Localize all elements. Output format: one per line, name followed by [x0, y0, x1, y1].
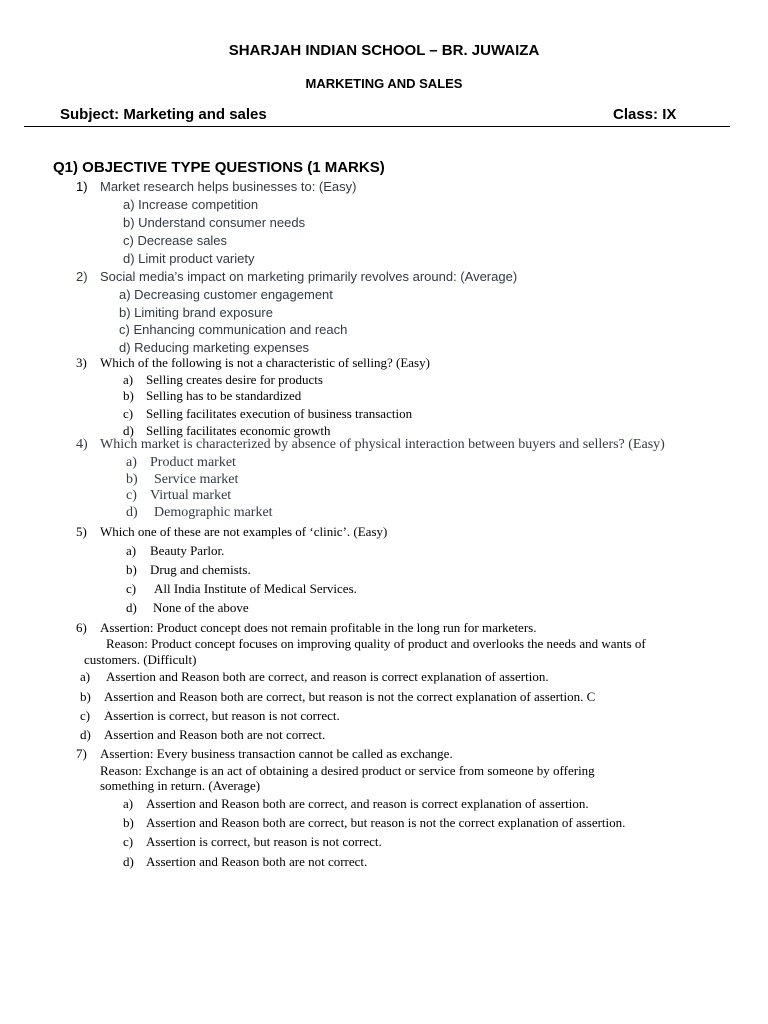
question-number: 7)	[76, 746, 87, 761]
subject-label: Subject: Marketing and sales	[60, 106, 267, 123]
option-a-letter: a)	[123, 372, 134, 387]
option-d: Selling facilitates economic growth	[146, 423, 331, 438]
option-b: Service market	[154, 472, 239, 487]
header-divider	[24, 126, 730, 127]
question-number: 4)	[76, 437, 88, 452]
option-b-letter: b)	[123, 815, 134, 830]
question-number: 3)	[76, 355, 87, 370]
question-text: Which one of these are not examples of ‘clinic’. (Easy)	[100, 524, 388, 539]
option-d: d) Reducing marketing expenses	[119, 340, 310, 355]
option-c: Assertion is correct, but reason is not correct.	[146, 834, 382, 849]
option-a: Product market	[150, 455, 236, 470]
question-number: 1)	[76, 179, 88, 194]
option-c-letter: c)	[126, 488, 137, 503]
option-b-letter: b)	[126, 472, 138, 487]
option-d-letter: d)	[123, 854, 134, 869]
option-d-letter: d)	[126, 600, 137, 615]
question-text: Which of the following is not a characteristic of selling? (Easy)	[100, 355, 430, 370]
question-text: Which market is characterized by absence of physical interaction between buyers and sellers? (Easy)	[100, 437, 665, 452]
option-b: Assertion and Reason both are correct, but reason is not the correct explanation of assertion. C	[104, 689, 596, 704]
option-d: Assertion and Reason both are not correct.	[104, 727, 326, 742]
option-d-letter: d)	[80, 727, 91, 742]
option-b: b) Understand consumer needs	[123, 215, 306, 230]
class-label: Class: IX	[613, 106, 677, 123]
option-b: b) Limiting brand exposure	[119, 305, 273, 320]
option-a-letter: a)	[126, 543, 137, 558]
option-c: Assertion is correct, but reason is not correct.	[104, 708, 340, 723]
option-d: Demographic market	[154, 505, 273, 520]
option-d: d) Limit product variety	[123, 251, 255, 266]
option-c: c) Enhancing communication and reach	[119, 322, 348, 337]
option-b: Drug and chemists.	[150, 562, 251, 577]
option-c-letter: c)	[123, 834, 134, 849]
option-c-letter: c)	[123, 406, 134, 421]
option-b-letter: b)	[123, 388, 134, 403]
reason-text-continued: something in return. (Average)	[100, 778, 261, 793]
option-b-letter: b)	[126, 562, 137, 577]
option-d: Assertion and Reason both are not correct.	[146, 854, 368, 869]
reason-text-continued: customers. (Difficult)	[84, 652, 197, 667]
option-a: a) Increase competition	[123, 197, 259, 212]
question-number: 6)	[76, 620, 87, 635]
assertion-text: Assertion: Product concept does not remain profitable in the long run for marketers.	[100, 620, 537, 635]
section-title: Q1) OBJECTIVE TYPE QUESTIONS (1 MARKS)	[53, 159, 385, 176]
option-c-letter: c)	[126, 581, 137, 596]
option-b: Selling has to be standardized	[146, 388, 302, 403]
option-b-letter: b)	[80, 689, 91, 704]
option-d: None of the above	[153, 600, 249, 615]
option-a-letter: a)	[126, 455, 137, 470]
option-b: Assertion and Reason both are correct, but reason is not the correct explanation of assertion.	[146, 815, 626, 830]
option-a: Beauty Parlor.	[150, 543, 225, 558]
option-a: a) Decreasing customer engagement	[119, 287, 333, 302]
option-a: Assertion and Reason both are correct, and reason is correct explanation of assertion.	[106, 669, 549, 684]
assertion-text: Assertion: Every business transaction cannot be called as exchange.	[100, 746, 453, 761]
question-text: Market research helps businesses to: (Easy)	[100, 179, 357, 194]
option-c: Virtual market	[150, 488, 232, 503]
school-name: SHARJAH INDIAN SCHOOL – BR. JUWAIZA	[228, 42, 540, 59]
option-a-letter: a)	[80, 669, 91, 684]
option-a: Selling creates desire for products	[146, 372, 323, 387]
question-number: 2)	[76, 269, 88, 284]
option-d-letter: d)	[123, 423, 134, 438]
option-a-letter: a)	[123, 796, 134, 811]
option-c: c) Decrease sales	[123, 233, 228, 248]
option-d-letter: d)	[126, 505, 138, 520]
document-title: MARKETING AND SALES	[305, 76, 463, 91]
option-c: All India Institute of Medical Services.	[154, 581, 357, 596]
reason-text: Reason: Exchange is an act of obtaining a desired product or service from someone by offering	[100, 763, 595, 778]
option-c: Selling facilitates execution of business transaction	[146, 406, 413, 421]
question-number: 5)	[76, 524, 87, 539]
reason-text: Reason: Product concept focuses on improving quality of product and overlooks the needs and wants of	[106, 636, 646, 651]
option-c-letter: c)	[80, 708, 91, 723]
option-a: Assertion and Reason both are correct, and reason is correct explanation of assertion.	[146, 796, 589, 811]
question-text: Social media’s impact on marketing primarily revolves around: (Average)	[100, 269, 518, 284]
